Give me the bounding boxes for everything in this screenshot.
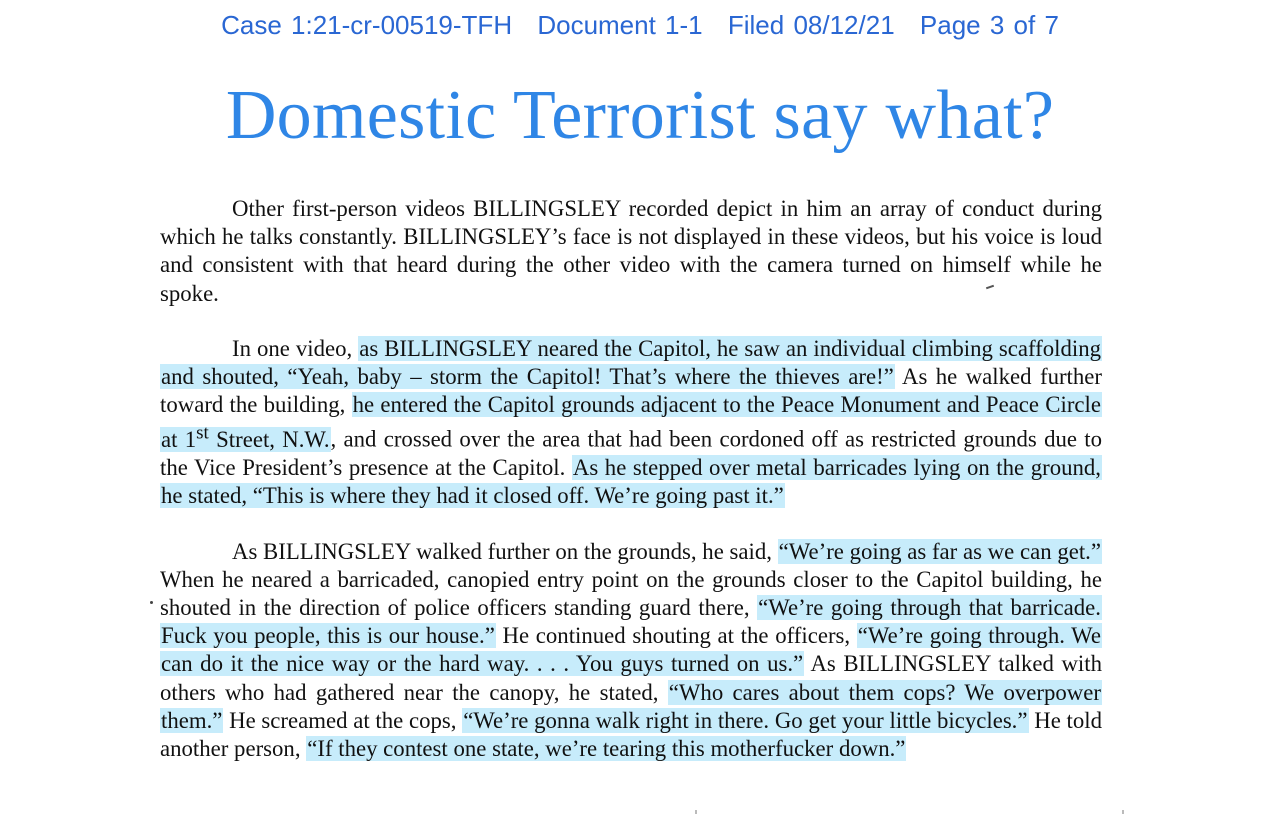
- highlighted-quote: “We’re going through that barricade. Fuck you people, this is our house.”: [161, 595, 1102, 649]
- page-number: Page 3 of 7: [919, 10, 1059, 40]
- document-number: Document 1-1: [537, 10, 703, 40]
- paragraph-3: [160, 538, 1102, 764]
- highlighted-quote: “We’re going through. We can do it the nice way or the hard way. . . . You guys turned on us.”: [161, 623, 1101, 677]
- plain-text: He continued shouting at the officers,: [495, 623, 857, 649]
- highlighted-quote: as BILLINGSLEY neared the Capitol, he saw an individual climbing scaffolding and shouted, “Yeah, baby – storm the Capitol! That’s where the thieves are!”: [161, 335, 1101, 390]
- highlighted-text: he entered the Capitol grounds adjacent to the Peace Monument and Peace Circle at 1: [161, 392, 1101, 453]
- document-body: [160, 195, 1102, 790]
- paragraph-1-text: Other first-person videos BILLINGSLEY recorded depict in him an array of conduct during which he talks constantly. BILLINGSLEY’s face is not displayed in these videos, but his voice is loud and consistent with that heard during the other video with the camera turned on himself while he spoke.: [160, 196, 1102, 306]
- highlighted-quote: “If they contest one state, we’re tearing this motherfucker down.”: [307, 736, 906, 762]
- plain-text: , and crossed over the area that had been cordoned off as restricted grounds due to the Vice President’s presence at the Capitol.: [160, 427, 1102, 481]
- court-document-header: [0, 10, 1280, 41]
- plain-text: As he walked further toward the building,: [160, 364, 1102, 418]
- highlighted-quote: “Who cares about them cops? We overpower them.”: [161, 679, 1101, 733]
- highlighted-quote: “We’re gonna walk right in there. Go get your little bicycles.”: [463, 707, 1028, 733]
- case-number: Case 1:21-cr-00519-TFH: [221, 10, 513, 40]
- plain-text: As BILLINGSLEY walked further on the grounds, he said,: [232, 538, 778, 564]
- highlighted-quote: “We’re going as far as we can get.”: [778, 538, 1101, 564]
- plain-text: He told another person,: [160, 707, 1103, 762]
- highlighted-quote: As he stepped over metal barricades lying on the ground, he stated, “This is where they had it closed off. We’re going past it.”: [161, 455, 1101, 509]
- filed-date: Filed 08/12/21: [727, 10, 895, 40]
- plain-text: As BILLINGSLEY talked with others who had gathered near the canopy, he stated,: [160, 651, 1102, 705]
- scan-mark: [695, 810, 697, 814]
- page-title: Domestic Terrorist say what?: [225, 77, 1055, 154]
- scan-mark: [1122, 810, 1124, 814]
- scan-mark: [150, 601, 153, 604]
- plain-text: In one video,: [232, 335, 359, 361]
- plain-text: He screamed at the cops,: [223, 707, 463, 733]
- paragraph-1: [160, 195, 1102, 308]
- plain-text: When he neared a barricaded, canopied entry point on the grounds closer to the Capitol building, he shouted in the direction of police officers standing guard there,: [160, 566, 1102, 621]
- paragraph-2: [160, 335, 1102, 511]
- highlighted-text: Street, N.W.: [208, 427, 330, 453]
- ordinal-suffix: st: [196, 422, 209, 444]
